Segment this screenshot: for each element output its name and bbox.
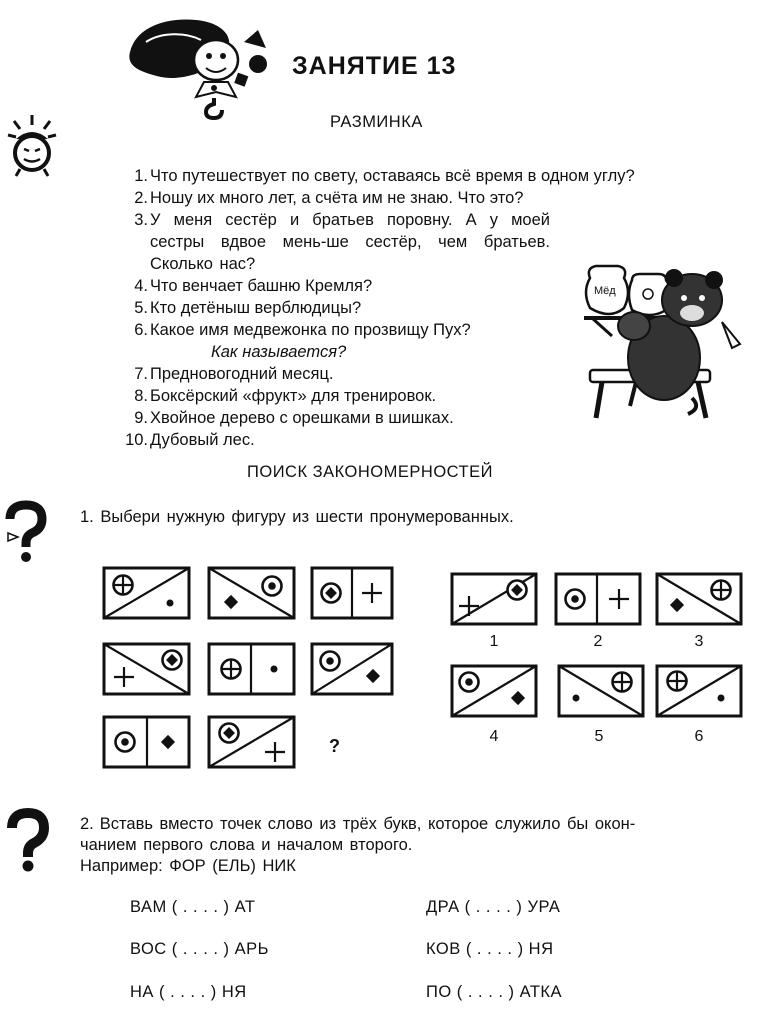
question-number: 4. (134, 277, 148, 295)
question-text: Что венчает башню Кремля? (150, 277, 373, 295)
word-puzzle[interactable]: НА ( . . . . ) НЯ (130, 983, 247, 1001)
pattern-cell (209, 717, 294, 767)
question-text: У меня сестёр и братьев поровну. А у моей сестры вдвое мень-ше сестёр, чем братьев. Сколько нас? (150, 211, 550, 273)
answer-option-5[interactable] (559, 666, 643, 716)
question-subtext: Как называется? (211, 343, 347, 361)
option-label-5: 5 (594, 728, 604, 745)
question-number: 5. (134, 299, 148, 317)
pattern-cell (209, 644, 294, 694)
question-number: 10. (125, 431, 148, 449)
question-number: 1. (134, 167, 148, 185)
boy-with-hat-illustration (126, 12, 276, 122)
question-text: Кто детёныш верблюдицы? (150, 299, 362, 317)
missing-figure-question-mark: ? (329, 736, 340, 756)
list-item (108, 429, 757, 451)
question-number: 6. (134, 321, 148, 339)
question-text: Дубовый лес. (150, 431, 255, 449)
question-number: 8. (134, 387, 148, 405)
pattern-cell (312, 644, 392, 694)
option-label-4: 4 (489, 728, 499, 745)
task2-text (80, 814, 752, 877)
pattern-cell (104, 717, 189, 767)
list-item (108, 187, 757, 209)
question-number: 7. (134, 365, 148, 383)
question-mark-icon (6, 810, 50, 872)
question-text: Что путешествует по свету, оставаясь всё время в одном углу? (150, 167, 635, 185)
lesson-title: ЗАНЯТИЕ 13 (292, 52, 457, 80)
question-number: 3. (134, 211, 148, 229)
option-label-1: 1 (489, 633, 499, 650)
question-text: Хвойное дерево с орешками в шишках. (150, 409, 454, 427)
answer-option-1[interactable] (452, 574, 536, 624)
pattern-puzzle (0, 560, 757, 775)
honey-jar-label: Мёд (594, 285, 616, 297)
question-text: Ношу их много лет, а счёта им не знаю. Что это? (150, 189, 524, 207)
word-puzzle[interactable]: ДРА ( . . . . ) УРА (426, 898, 561, 916)
option-label-6: 6 (694, 728, 704, 745)
pattern-cell (104, 568, 189, 618)
task2-instruction: Вставь вместо точек слово из трёх букв, которое служило бы окон- (99, 815, 636, 833)
patterns-title: ПОИСК ЗАКОНОМЕРНОСТЕЙ (247, 463, 493, 481)
bear-with-honey-illustration (572, 258, 752, 428)
question-number: 9. (134, 409, 148, 427)
word-puzzle[interactable]: ВАМ ( . . . . ) АТ (130, 898, 256, 916)
answer-option-4[interactable] (452, 666, 536, 716)
answer-option-2[interactable] (556, 574, 640, 624)
task1-line (80, 507, 514, 528)
question-text: Какое имя медвежонка по прозвищу Пух? (150, 321, 471, 339)
question-text: Предновогодний месяц. (150, 365, 334, 383)
pattern-cell (312, 568, 392, 618)
word-puzzle[interactable]: КОВ ( . . . . ) НЯ (426, 940, 554, 958)
task1-number: 1. (80, 508, 94, 526)
pattern-cell (209, 568, 294, 618)
question-mark-icon (4, 503, 48, 563)
answer-option-6[interactable] (657, 666, 741, 716)
question-number: 2. (134, 189, 148, 207)
word-puzzle[interactable]: ПО ( . . . . ) АТКА (426, 983, 563, 1001)
task1-text: Выбери нужную фигуру из шести пронумерованных. (100, 508, 514, 526)
task2-example: Например: ФОР (ЕЛЬ) НИК (80, 857, 296, 875)
option-label-3: 3 (694, 633, 704, 650)
task2-line-1 (80, 814, 752, 835)
task2-instruction-cont: чанием первого слова и началом второго. (80, 836, 413, 854)
word-puzzle[interactable]: ВОС ( . . . . ) АРЬ (130, 940, 269, 958)
task2-number: 2. (80, 815, 94, 833)
warmup-title: РАЗМИНКА (330, 113, 423, 131)
answer-option-3[interactable] (657, 574, 741, 624)
list-item (108, 165, 757, 187)
alarm-clock-icon (6, 113, 58, 179)
pattern-cell (104, 644, 189, 694)
question-text: Боксёрский «фрукт» для тренировок. (150, 387, 437, 405)
option-label-2: 2 (593, 633, 603, 650)
